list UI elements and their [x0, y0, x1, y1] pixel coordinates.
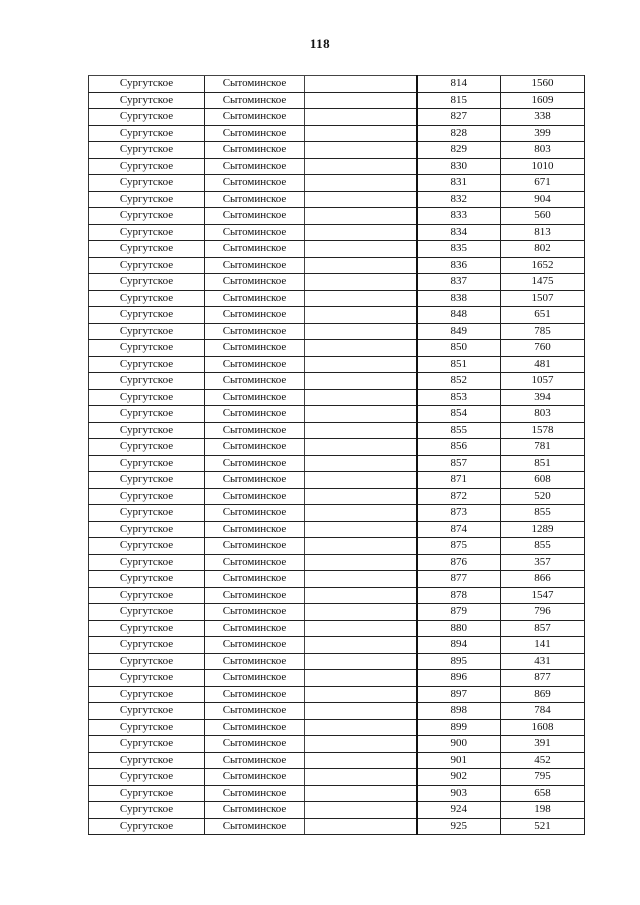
- district-cell: Сургутское: [89, 769, 205, 786]
- note-cell: [305, 769, 417, 786]
- field-cell: Сытоминское: [205, 241, 305, 258]
- well-number-cell: 853: [417, 389, 501, 406]
- value-cell: 855: [501, 505, 585, 522]
- well-number-cell: 833: [417, 208, 501, 225]
- district-cell: Сургутское: [89, 587, 205, 604]
- note-cell: [305, 637, 417, 654]
- well-number-cell: 878: [417, 587, 501, 604]
- well-number-cell: 925: [417, 818, 501, 835]
- well-number-cell: 857: [417, 455, 501, 472]
- table-row: [89, 290, 585, 307]
- note-cell: [305, 571, 417, 588]
- value-cell: 813: [501, 224, 585, 241]
- district-cell: Сургутское: [89, 290, 205, 307]
- table-row: [89, 224, 585, 241]
- field-cell: Сытоминское: [205, 274, 305, 291]
- district-cell: Сургутское: [89, 554, 205, 571]
- district-cell: Сургутское: [89, 389, 205, 406]
- field-cell: Сытоминское: [205, 92, 305, 109]
- note-cell: [305, 257, 417, 274]
- well-number-cell: 871: [417, 472, 501, 489]
- district-cell: Сургутское: [89, 257, 205, 274]
- well-number-cell: 896: [417, 670, 501, 687]
- field-cell: Сытоминское: [205, 571, 305, 588]
- note-cell: [305, 554, 417, 571]
- district-cell: Сургутское: [89, 307, 205, 324]
- field-cell: Сытоминское: [205, 587, 305, 604]
- value-cell: 399: [501, 125, 585, 142]
- table-row: [89, 604, 585, 621]
- well-number-cell: 815: [417, 92, 501, 109]
- note-cell: [305, 422, 417, 439]
- well-number-cell: 827: [417, 109, 501, 126]
- field-cell: Сытоминское: [205, 604, 305, 621]
- table-row: [89, 505, 585, 522]
- district-cell: Сургутское: [89, 340, 205, 357]
- district-cell: Сургутское: [89, 818, 205, 835]
- well-number-cell: 848: [417, 307, 501, 324]
- district-cell: Сургутское: [89, 439, 205, 456]
- field-cell: Сытоминское: [205, 191, 305, 208]
- district-cell: Сургутское: [89, 373, 205, 390]
- field-cell: Сытоминское: [205, 257, 305, 274]
- field-cell: Сытоминское: [205, 224, 305, 241]
- note-cell: [305, 455, 417, 472]
- note-cell: [305, 802, 417, 819]
- district-cell: Сургутское: [89, 538, 205, 555]
- note-cell: [305, 274, 417, 291]
- well-number-cell: 903: [417, 785, 501, 802]
- well-number-cell: 901: [417, 752, 501, 769]
- table-row: [89, 719, 585, 736]
- value-cell: 357: [501, 554, 585, 571]
- table-row: [89, 455, 585, 472]
- value-cell: 671: [501, 175, 585, 192]
- district-cell: Сургутское: [89, 653, 205, 670]
- field-cell: Сытоминское: [205, 208, 305, 225]
- field-cell: Сытоминское: [205, 554, 305, 571]
- district-cell: Сургутское: [89, 719, 205, 736]
- field-cell: Сытоминское: [205, 802, 305, 819]
- note-cell: [305, 521, 417, 538]
- district-cell: Сургутское: [89, 455, 205, 472]
- field-cell: Сытоминское: [205, 389, 305, 406]
- district-cell: Сургутское: [89, 736, 205, 753]
- district-cell: Сургутское: [89, 142, 205, 159]
- value-cell: 795: [501, 769, 585, 786]
- table-row: [89, 158, 585, 175]
- well-number-cell: 832: [417, 191, 501, 208]
- district-cell: Сургутское: [89, 158, 205, 175]
- note-cell: [305, 224, 417, 241]
- table-row: [89, 439, 585, 456]
- value-cell: 391: [501, 736, 585, 753]
- field-cell: Сытоминское: [205, 175, 305, 192]
- table-row: [89, 208, 585, 225]
- table-row: [89, 422, 585, 439]
- value-cell: 877: [501, 670, 585, 687]
- well-number-cell: 874: [417, 521, 501, 538]
- table-row: [89, 142, 585, 159]
- table-row: [89, 802, 585, 819]
- field-cell: Сытоминское: [205, 818, 305, 835]
- field-cell: Сытоминское: [205, 109, 305, 126]
- district-cell: Сургутское: [89, 175, 205, 192]
- page-number: 118: [309, 36, 331, 51]
- value-cell: 198: [501, 802, 585, 819]
- table-row: [89, 307, 585, 324]
- table-row: [89, 109, 585, 126]
- value-cell: 1475: [501, 274, 585, 291]
- district-cell: Сургутское: [89, 802, 205, 819]
- note-cell: [305, 290, 417, 307]
- well-number-cell: 899: [417, 719, 501, 736]
- district-cell: Сургутское: [89, 785, 205, 802]
- value-cell: 394: [501, 389, 585, 406]
- field-cell: Сытоминское: [205, 653, 305, 670]
- district-cell: Сургутское: [89, 604, 205, 621]
- table-row: [89, 554, 585, 571]
- table-row: [89, 125, 585, 142]
- value-cell: 431: [501, 653, 585, 670]
- table-row: [89, 76, 585, 93]
- table-row: [89, 472, 585, 489]
- district-cell: Сургутское: [89, 686, 205, 703]
- note-cell: [305, 142, 417, 159]
- well-number-cell: 831: [417, 175, 501, 192]
- note-cell: [305, 208, 417, 225]
- note-cell: [305, 125, 417, 142]
- table-row: [89, 686, 585, 703]
- well-number-cell: 894: [417, 637, 501, 654]
- table-row: [89, 488, 585, 505]
- value-cell: 651: [501, 307, 585, 324]
- note-cell: [305, 389, 417, 406]
- value-cell: 760: [501, 340, 585, 357]
- district-cell: Сургутское: [89, 703, 205, 720]
- field-cell: Сытоминское: [205, 422, 305, 439]
- note-cell: [305, 340, 417, 357]
- district-cell: Сургутское: [89, 92, 205, 109]
- field-cell: Сытоминское: [205, 290, 305, 307]
- value-cell: 560: [501, 208, 585, 225]
- value-cell: 1010: [501, 158, 585, 175]
- field-cell: Сытоминское: [205, 637, 305, 654]
- value-cell: 904: [501, 191, 585, 208]
- field-cell: Сытоминское: [205, 323, 305, 340]
- field-cell: Сытоминское: [205, 521, 305, 538]
- district-cell: Сургутское: [89, 620, 205, 637]
- note-cell: [305, 406, 417, 423]
- table-row: [89, 356, 585, 373]
- value-cell: 452: [501, 752, 585, 769]
- note-cell: [305, 76, 417, 93]
- table-row: [89, 323, 585, 340]
- table-row: [89, 92, 585, 109]
- note-cell: [305, 686, 417, 703]
- value-cell: 1560: [501, 76, 585, 93]
- table-row: [89, 736, 585, 753]
- district-cell: Сургутское: [89, 637, 205, 654]
- value-cell: 866: [501, 571, 585, 588]
- field-cell: Сытоминское: [205, 340, 305, 357]
- note-cell: [305, 241, 417, 258]
- field-cell: Сытоминское: [205, 719, 305, 736]
- field-cell: Сытоминское: [205, 406, 305, 423]
- value-cell: 803: [501, 406, 585, 423]
- well-number-cell: 856: [417, 439, 501, 456]
- value-cell: 1608: [501, 719, 585, 736]
- note-cell: [305, 818, 417, 835]
- district-cell: Сургутское: [89, 241, 205, 258]
- table-row: [89, 752, 585, 769]
- well-number-cell: 877: [417, 571, 501, 588]
- note-cell: [305, 488, 417, 505]
- note-cell: [305, 505, 417, 522]
- note-cell: [305, 109, 417, 126]
- value-cell: 141: [501, 637, 585, 654]
- district-cell: Сургутское: [89, 571, 205, 588]
- district-cell: Сургутское: [89, 521, 205, 538]
- table-row: [89, 620, 585, 637]
- note-cell: [305, 323, 417, 340]
- district-cell: Сургутское: [89, 472, 205, 489]
- value-cell: 781: [501, 439, 585, 456]
- field-cell: Сытоминское: [205, 76, 305, 93]
- value-cell: 803: [501, 142, 585, 159]
- table-row: [89, 406, 585, 423]
- well-number-cell: 836: [417, 257, 501, 274]
- field-cell: Сытоминское: [205, 736, 305, 753]
- table-row: [89, 389, 585, 406]
- table-row: [89, 587, 585, 604]
- field-cell: Сытоминское: [205, 356, 305, 373]
- well-number-cell: 902: [417, 769, 501, 786]
- value-cell: 784: [501, 703, 585, 720]
- value-cell: 851: [501, 455, 585, 472]
- field-cell: Сытоминское: [205, 752, 305, 769]
- table-row: [89, 274, 585, 291]
- well-number-cell: 855: [417, 422, 501, 439]
- note-cell: [305, 736, 417, 753]
- note-cell: [305, 307, 417, 324]
- field-cell: Сытоминское: [205, 505, 305, 522]
- value-cell: 785: [501, 323, 585, 340]
- table-row: [89, 538, 585, 555]
- well-number-cell: 897: [417, 686, 501, 703]
- note-cell: [305, 703, 417, 720]
- note-cell: [305, 158, 417, 175]
- note-cell: [305, 373, 417, 390]
- table-row: [89, 703, 585, 720]
- note-cell: [305, 538, 417, 555]
- district-cell: Сургутское: [89, 208, 205, 225]
- note-cell: [305, 653, 417, 670]
- well-number-cell: 850: [417, 340, 501, 357]
- field-cell: Сытоминское: [205, 488, 305, 505]
- well-number-cell: 829: [417, 142, 501, 159]
- note-cell: [305, 356, 417, 373]
- table-row: [89, 373, 585, 390]
- note-cell: [305, 785, 417, 802]
- table-row: [89, 670, 585, 687]
- field-cell: Сытоминское: [205, 538, 305, 555]
- value-cell: 1057: [501, 373, 585, 390]
- well-number-cell: 852: [417, 373, 501, 390]
- well-number-cell: 814: [417, 76, 501, 93]
- note-cell: [305, 587, 417, 604]
- table-row: [89, 175, 585, 192]
- field-cell: Сытоминское: [205, 769, 305, 786]
- value-cell: 338: [501, 109, 585, 126]
- table-row: [89, 521, 585, 538]
- well-number-cell: 924: [417, 802, 501, 819]
- district-cell: Сургутское: [89, 488, 205, 505]
- value-cell: 520: [501, 488, 585, 505]
- note-cell: [305, 439, 417, 456]
- district-cell: Сургутское: [89, 76, 205, 93]
- note-cell: [305, 175, 417, 192]
- field-cell: Сытоминское: [205, 686, 305, 703]
- well-number-cell: 880: [417, 620, 501, 637]
- well-number-cell: 851: [417, 356, 501, 373]
- district-cell: Сургутское: [89, 422, 205, 439]
- field-cell: Сытоминское: [205, 373, 305, 390]
- well-number-cell: 895: [417, 653, 501, 670]
- value-cell: 481: [501, 356, 585, 373]
- value-cell: 1507: [501, 290, 585, 307]
- district-cell: Сургутское: [89, 505, 205, 522]
- field-cell: Сытоминское: [205, 439, 305, 456]
- registry-table: [88, 75, 585, 835]
- well-number-cell: 828: [417, 125, 501, 142]
- well-number-cell: 879: [417, 604, 501, 621]
- well-number-cell: 830: [417, 158, 501, 175]
- value-cell: 869: [501, 686, 585, 703]
- district-cell: Сургутское: [89, 356, 205, 373]
- value-cell: 796: [501, 604, 585, 621]
- table-row: [89, 769, 585, 786]
- district-cell: Сургутское: [89, 752, 205, 769]
- table-row: [89, 653, 585, 670]
- well-number-cell: 898: [417, 703, 501, 720]
- registry-table-body: [89, 76, 585, 835]
- note-cell: [305, 604, 417, 621]
- well-number-cell: 876: [417, 554, 501, 571]
- table-row: [89, 637, 585, 654]
- well-number-cell: 854: [417, 406, 501, 423]
- field-cell: Сытоминское: [205, 142, 305, 159]
- field-cell: Сытоминское: [205, 670, 305, 687]
- well-number-cell: 837: [417, 274, 501, 291]
- value-cell: 857: [501, 620, 585, 637]
- value-cell: 658: [501, 785, 585, 802]
- value-cell: 802: [501, 241, 585, 258]
- value-cell: 855: [501, 538, 585, 555]
- district-cell: Сургутское: [89, 191, 205, 208]
- well-number-cell: 873: [417, 505, 501, 522]
- field-cell: Сытоминское: [205, 158, 305, 175]
- note-cell: [305, 620, 417, 637]
- district-cell: Сургутское: [89, 323, 205, 340]
- value-cell: 1289: [501, 521, 585, 538]
- well-number-cell: 849: [417, 323, 501, 340]
- value-cell: 1652: [501, 257, 585, 274]
- field-cell: Сытоминское: [205, 620, 305, 637]
- field-cell: Сытоминское: [205, 455, 305, 472]
- note-cell: [305, 670, 417, 687]
- value-cell: 521: [501, 818, 585, 835]
- table-row: [89, 785, 585, 802]
- table-row: [89, 818, 585, 835]
- table-row: [89, 340, 585, 357]
- table-row: [89, 191, 585, 208]
- field-cell: Сытоминское: [205, 125, 305, 142]
- note-cell: [305, 752, 417, 769]
- value-cell: 1609: [501, 92, 585, 109]
- note-cell: [305, 472, 417, 489]
- well-number-cell: 900: [417, 736, 501, 753]
- district-cell: Сургутское: [89, 406, 205, 423]
- table-row: [89, 257, 585, 274]
- well-number-cell: 835: [417, 241, 501, 258]
- district-cell: Сургутское: [89, 670, 205, 687]
- field-cell: Сытоминское: [205, 703, 305, 720]
- table-row: [89, 571, 585, 588]
- field-cell: Сытоминское: [205, 785, 305, 802]
- district-cell: Сургутское: [89, 109, 205, 126]
- field-cell: Сытоминское: [205, 307, 305, 324]
- well-number-cell: 872: [417, 488, 501, 505]
- note-cell: [305, 92, 417, 109]
- table-row: [89, 241, 585, 258]
- well-number-cell: 875: [417, 538, 501, 555]
- value-cell: 608: [501, 472, 585, 489]
- well-number-cell: 838: [417, 290, 501, 307]
- field-cell: Сытоминское: [205, 472, 305, 489]
- value-cell: 1547: [501, 587, 585, 604]
- note-cell: [305, 191, 417, 208]
- district-cell: Сургутское: [89, 224, 205, 241]
- district-cell: Сургутское: [89, 274, 205, 291]
- district-cell: Сургутское: [89, 125, 205, 142]
- note-cell: [305, 719, 417, 736]
- well-number-cell: 834: [417, 224, 501, 241]
- value-cell: 1578: [501, 422, 585, 439]
